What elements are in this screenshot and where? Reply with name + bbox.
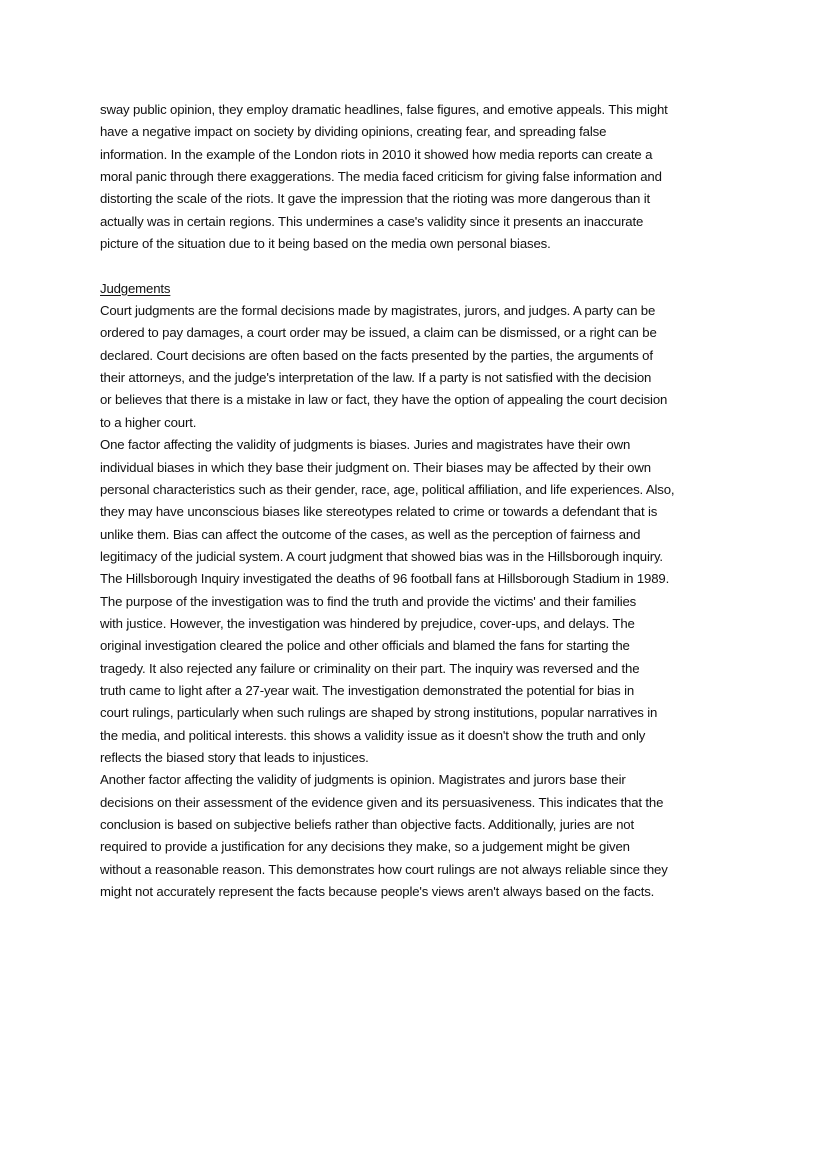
text-line: moral panic through there exaggerations. The media faced criticism for giving false information and	[100, 169, 662, 185]
text-line: original investigation cleared the police and other officials and blamed the fans for starting the	[100, 638, 630, 654]
text-line: to a higher court.	[100, 414, 197, 430]
text-line: might not accurately represent the facts because people's views aren't always based on the facts.	[100, 884, 655, 900]
text-line: with justice. However, the investigation was hindered by prejudice, cover-ups, and delays. The	[100, 615, 635, 631]
text-line: individual biases in which they base their judgment on. Their biases may be affected by their own	[100, 459, 651, 475]
text-line: One factor affecting the validity of judgments is biases. Juries and magistrates have their own	[100, 437, 631, 453]
text-line: required to provide a justification for any decisions they make, so a judgement might be given	[100, 839, 630, 855]
text-line: truth came to light after a 27-year wait. The investigation demonstrated the potential for bias in	[100, 682, 635, 698]
text-line: they may have unconscious biases like stereotypes related to crime or towards a defendant that is	[100, 504, 658, 520]
text-line: tragedy. It also rejected any failure or criminality on their part. The inquiry was reversed and the	[100, 660, 640, 676]
document-body	[100, 99, 740, 903]
text-line: reflects the biased story that leads to injustices.	[100, 749, 369, 765]
text-line: The Hillsborough Inquiry investigated the deaths of 96 football fans at Hillsborough Stadium in 1989.	[100, 571, 670, 587]
text-line: court rulings, particularly when such rulings are shaped by strong institutions, popular narratives in	[100, 705, 658, 721]
text-line: ordered to pay damages, a court order may be issued, a claim can be dismissed, or a right can be	[100, 325, 657, 341]
paragraph-media-influence	[100, 99, 740, 255]
blank-line	[100, 255, 740, 277]
text-line: or believes that there is a mistake in law or fact, they have the option of appealing the court decision	[100, 392, 668, 408]
text-line: The purpose of the investigation was to find the truth and provide the victims' and their families	[100, 593, 637, 609]
text-line: have a negative impact on society by dividing opinions, creating fear, and spreading false	[100, 124, 607, 140]
text-line: Court judgments are the formal decisions made by magistrates, jurors, and judges. A party can be	[100, 303, 656, 319]
text-line: distorting the scale of the riots. It gave the impression that the rioting was more dangerous than it	[100, 191, 651, 207]
paragraph-biases	[100, 434, 740, 769]
text-line: actually was in certain regions. This undermines a case's validity since it presents an inaccurate	[100, 213, 644, 229]
text-line: information. In the example of the London riots in 2010 it showed how media reports can create a	[100, 146, 653, 162]
text-line: picture of the situation due to it being based on the media own personal biases.	[100, 236, 551, 252]
text-line: personal characteristics such as their gender, race, age, political affiliation, and life experiences. Also,	[100, 481, 675, 497]
paragraph-opinion	[100, 769, 740, 903]
paragraph-court-judgments-definition	[100, 300, 740, 434]
text-line: declared. Court decisions are often based on the facts presented by the parties, the arguments of	[100, 347, 653, 363]
text-line: their attorneys, and the judge's interpretation of the law. If a party is not satisfied with the decision	[100, 370, 652, 386]
text-line: the media, and political interests. this shows a validity issue as it doesn't show the truth and only	[100, 727, 646, 743]
text-line: Another factor affecting the validity of judgments is opinion. Magistrates and jurors base their	[100, 772, 626, 788]
section-heading-judgements: Judgements	[100, 280, 171, 296]
text-line: unlike them. Bias can affect the outcome of the cases, as well as the perception of fairness and	[100, 526, 641, 542]
text-line: sway public opinion, they employ dramatic headlines, false figures, and emotive appeals. This might	[100, 102, 668, 117]
text-line: conclusion is based on subjective beliefs rather than objective facts. Additionally, juries are not	[100, 817, 634, 832]
text-line: without a reasonable reason. This demonstrates how court rulings are not always reliable since they	[100, 861, 668, 877]
text-line: decisions on their assessment of the evidence given and its persuasiveness. This indicates that the	[100, 794, 664, 810]
text-line: legitimacy of the judicial system. A court judgment that showed bias was in the Hillsborough inquiry.	[100, 548, 663, 564]
